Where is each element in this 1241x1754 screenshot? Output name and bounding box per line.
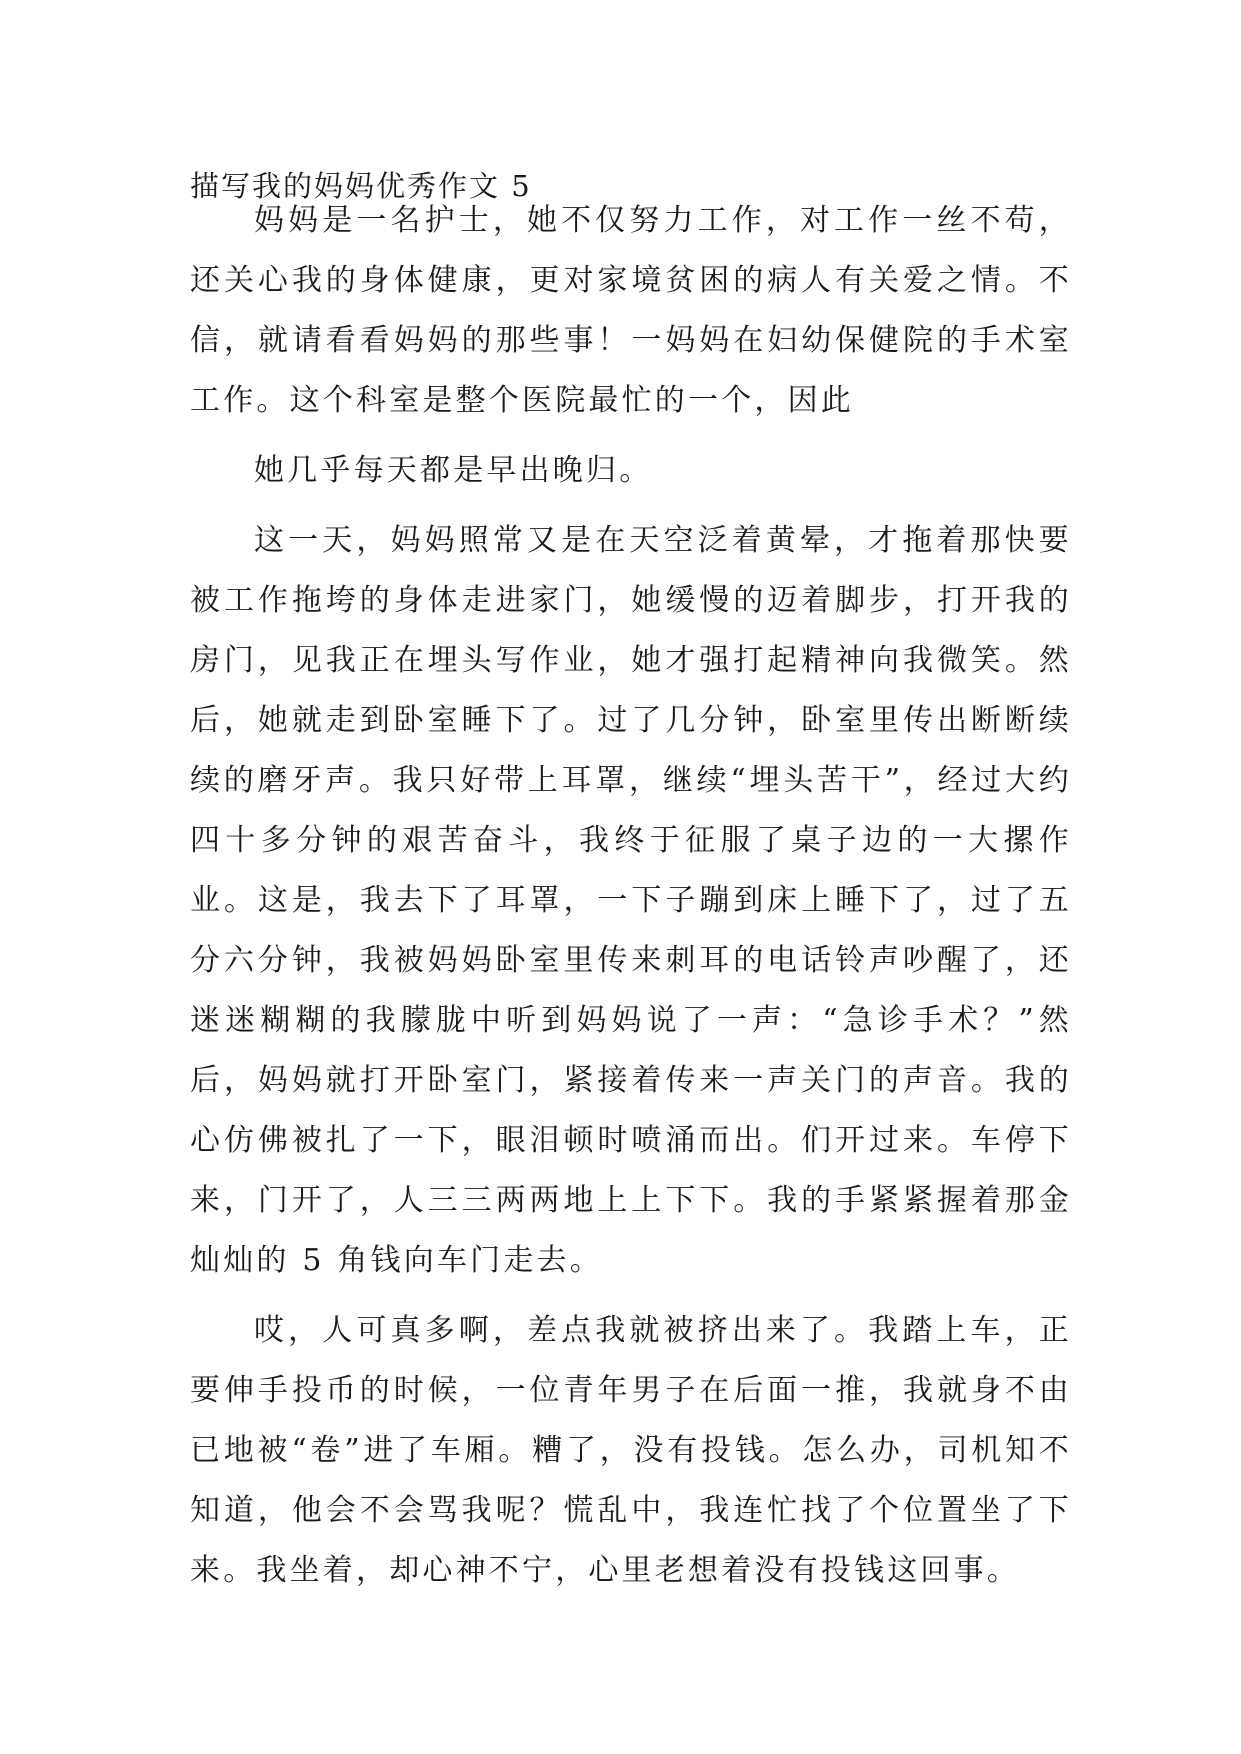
paragraph-3: 这一天，妈妈照常又是在天空泛着黄晕，才拖着那快要被工作拖垮的身体走进家门，她缓慢的迈着脚步，打开我的房门，见我正在埋头写作业，她才强打起精神向我微笑。然后，她就走到卧室睡下了。过了几分钟，卧室里传出断断续续的磨牙声。我只好带上耳罩，继续“埋头苦干”，经过大约四十多分钟的艰苦奋斗，我终于征服了桌子边的一大摞作业。这是，我去下了耳罩，一下子蹦到床上睡下了，过了五分六分钟，我被妈妈卧室里传来刺耳的电话铃声吵醒了，还迷迷糊糊的我朦胧中听到妈妈说了一声：“急诊手术？”然后，妈妈就打开卧室门，紧接着传来一声关门的声音。我的心仿佛被扎了一下，眼泪顿时喷涌而出。们开过来。车停下来，门开了，人三三两两地上上下下。我的手紧紧握着那金灿灿的 5 角钱向车门走去。 bbox=[190, 523, 1072, 1278]
paragraph-2: 她几乎每天都是早出晚归。 bbox=[254, 453, 653, 488]
paragraph-1: 妈妈是一名护士，她不仅努力工作，对工作一丝不苟，还关心我的身体健康，更对家境贫困的病人有关爱之情。不信，就请看看妈妈的那些事！一妈妈在妇幼保健院的手术室工作。这个科室是整个医院最忙的一个，因此 bbox=[190, 203, 1072, 418]
paragraph-4: 哎，人可真多啊，差点我就被挤出来了。我踏上车，正要伸手投币的时候，一位青年男子在后面一推，我就身不由已地被“卷”进了车厢。糟了，没有投钱。怎么办，司机知不知道，他会不会骂我呢？慌乱中，我连忙找了个位置坐了下来。我坐着，却心神不宁，心里老想着没有投钱这回事。 bbox=[190, 1313, 1072, 1588]
document-body bbox=[190, 191, 1072, 1601]
document-title: 描写我的妈妈优秀作文 5 bbox=[190, 169, 532, 203]
